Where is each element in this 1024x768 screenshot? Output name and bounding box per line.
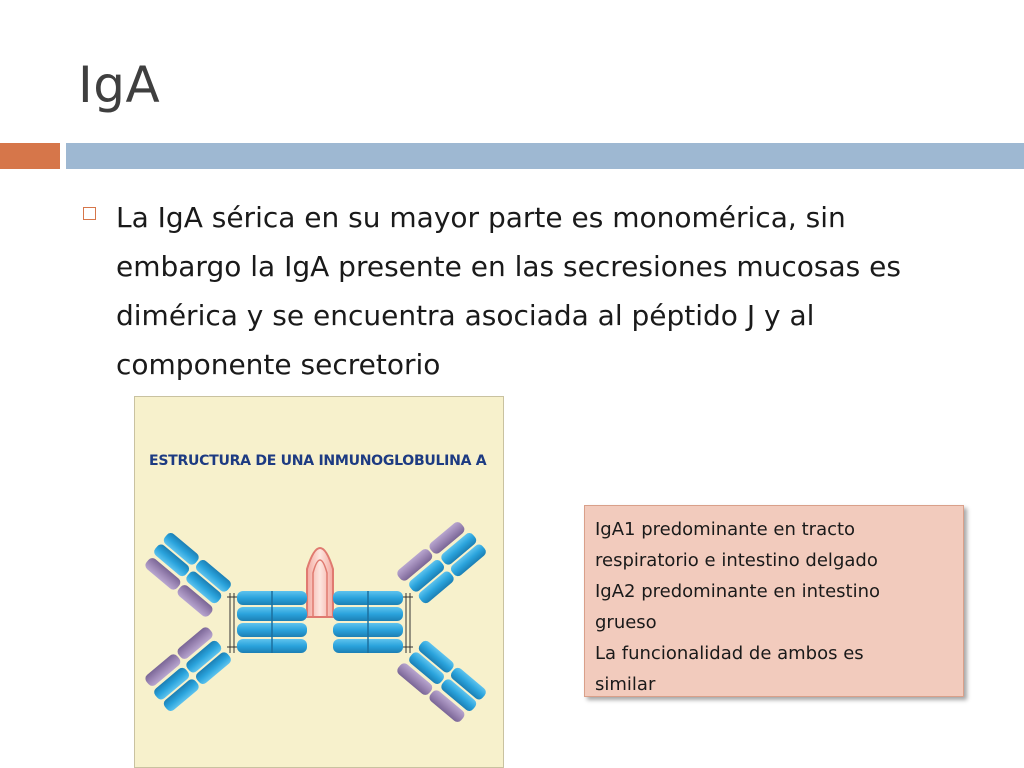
lower-left-fab-arm [142,625,235,713]
lower-right-fab-arm [395,638,488,726]
figure-caption: ESTRUCTURA DE UNA INMUNOGLOBULINA A [149,453,487,469]
note-box [584,505,964,697]
bullet-text: La IgA sérica en su mayor parte es monomérica, sin embargo la IgA presente en las secresiones mucosas es dimérica y se encuentra asociada al péptido J y al componente secretorio [116,201,901,381]
note-line: grueso [595,612,657,633]
bullet-square-icon [83,207,96,220]
accent-bar-blue [66,143,1024,169]
left-heavy-chains [227,591,307,653]
upper-right-fab-arm [395,519,488,607]
slide-title: IgA [78,56,161,114]
note-line: IgA1 predominante en tracto [595,519,856,540]
upper-left-fab-arm [142,531,235,619]
note-line: similar [595,674,656,695]
note-line: IgA2 predominante en intestino [595,581,881,602]
right-heavy-chains [333,591,413,653]
note-line: La funcionalidad de ambos es [595,643,864,664]
accent-bar-orange [0,143,60,169]
iga-structure-figure [134,396,504,768]
note-line: respiratorio e intestino delgado [595,550,878,571]
